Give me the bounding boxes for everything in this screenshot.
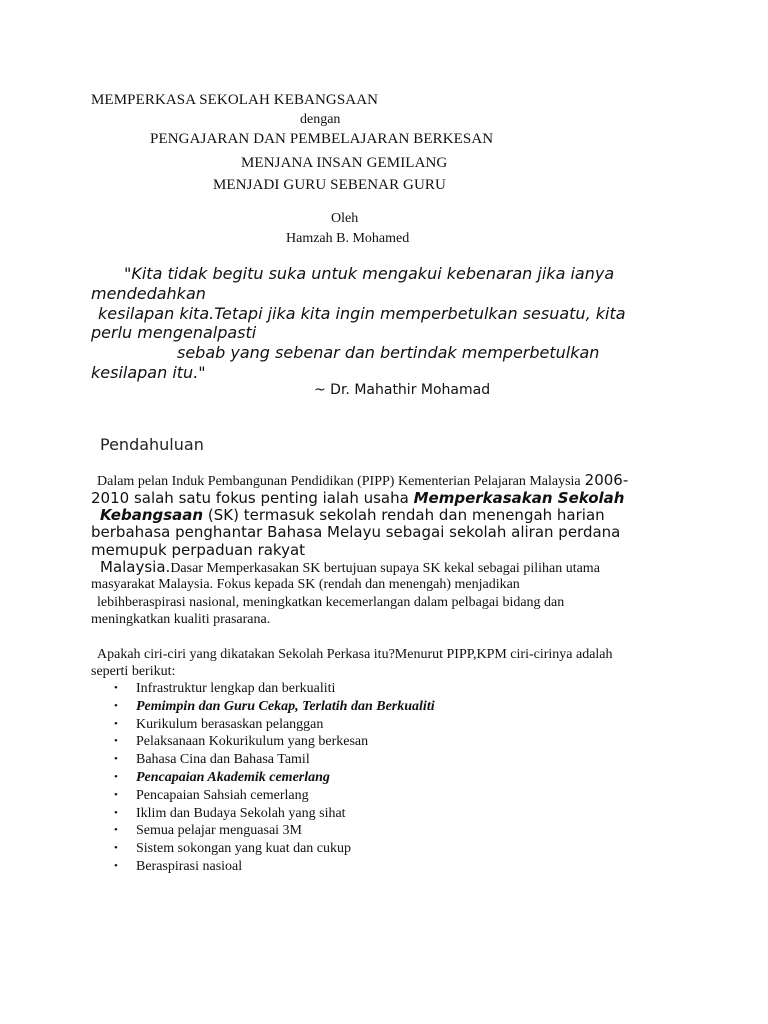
quote-attribution: ~ Dr. Mahathir Mohamad	[314, 382, 491, 398]
quote-line-2: mendedahkan	[91, 284, 206, 303]
list-item-text: Pelaksanaan Kokurikulum yang berkesan	[136, 734, 369, 750]
quote-line-4: perlu mengenalpasti	[91, 323, 257, 342]
list-item	[112, 840, 435, 858]
para1-line-3	[100, 506, 605, 524]
quote-line-5: sebab yang sebenar dan bertindak memperbetulkan	[177, 343, 600, 362]
list-item	[112, 858, 435, 876]
quote-open-mark: "	[124, 264, 132, 283]
para1-line-4: berbahasa penghantar Bahasa Melayu sebagai sekolah aliran perdana	[91, 523, 621, 541]
author-name: Hamzah B. Mohamed	[286, 231, 410, 246]
list-item	[112, 805, 435, 823]
title-line-4: MENJANA INSAN GEMILANG	[241, 155, 448, 171]
para2-line-1: Apakah ciri-ciri yang dikatakan Sekolah Perkasa itu?Menurut PIPP,KPM ciri-cirinya adalah	[97, 647, 613, 662]
para1-line-3-text: (SK) termasuk sekolah rendah dan menengah harian	[203, 506, 605, 524]
para1-line-2	[91, 489, 624, 507]
bullet-icon: •	[114, 699, 118, 712]
bullet-icon: •	[114, 842, 118, 855]
bullet-icon: •	[114, 753, 118, 766]
list-item-text: Bahasa Cina dan Bahasa Tamil	[136, 752, 310, 768]
list-item	[112, 787, 435, 805]
section-heading: Pendahuluan	[100, 435, 204, 454]
para1-line-1	[97, 471, 628, 490]
list-item	[112, 733, 435, 751]
list-item-text: Beraspirasi nasioal	[136, 858, 243, 874]
quote-line-1	[124, 264, 614, 284]
bullet-icon: •	[114, 788, 118, 801]
para1-line-6-lead: Malaysia.	[100, 558, 171, 576]
para1-line-6-text: Dasar Memperkasakan SK bertujuan supaya SK kekal sebagai pilihan utama	[170, 561, 600, 576]
list-item-text: Kurikulum berasaskan pelanggan	[136, 716, 324, 732]
list-item	[112, 680, 435, 698]
para2-line-2: seperti berikut:	[91, 664, 176, 679]
para1-line-1-year: 2006-	[584, 471, 629, 489]
feature-list	[112, 680, 435, 876]
list-item-text: Pencapaian Akademik cemerlang	[136, 769, 330, 785]
bullet-icon: •	[114, 682, 118, 694]
quote-line-3: kesilapan kita.Tetapi jika kita ingin memperbetulkan sesuatu, kita	[98, 304, 626, 323]
para1-line-9: meningkatkan kualiti prasarana.	[91, 612, 271, 627]
list-item-text: Infrastruktur lengkap dan berkualiti	[136, 681, 336, 696]
bullet-icon: •	[114, 770, 118, 783]
title-line-2: dengan	[300, 112, 341, 127]
list-item	[112, 822, 435, 840]
para1-emphasis-1: Memperkasakan Sekolah	[413, 489, 625, 507]
para1-line-2-text: 2010 salah satu fokus penting ialah usaha	[91, 489, 414, 507]
quote-line-6	[91, 363, 206, 383]
quote-text-6: kesilapan itu.	[91, 363, 199, 382]
list-item	[112, 769, 435, 787]
para1-emphasis-2: Kebangsaan	[100, 506, 204, 524]
list-item-text: Sistem sokongan yang kuat dan cukup	[136, 841, 352, 857]
para1-line-7: masyarakat Malaysia. Fokus kepada SK (rendah dan menengah) menjadikan	[91, 577, 520, 592]
title-line-3: PENGAJARAN DAN PEMBELAJARAN BERKESAN	[150, 131, 494, 147]
bullet-icon: •	[114, 859, 118, 872]
list-item	[112, 716, 435, 734]
quote-close-mark: "	[198, 363, 206, 382]
bullet-icon: •	[114, 735, 118, 748]
para1-line-1-text: Dalam pelan Induk Pembangunan Pendidikan (PIPP) Kementerian Pelajaran Malaysia	[97, 474, 581, 489]
list-item-text: Pemimpin dan Guru Cekap, Terlatih dan Berkualiti	[136, 698, 435, 714]
para1-line-6	[100, 558, 600, 577]
bullet-icon: •	[114, 806, 118, 819]
title-line-1: MEMPERKASA SEKOLAH KEBANGSAAN	[91, 92, 379, 108]
by-label: Oleh	[331, 211, 359, 226]
quote-text-1: Kita tidak begitu suka untuk mengakui kebenaran jika ianya	[131, 264, 615, 283]
list-item-text: Semua pelajar menguasai 3M	[136, 823, 303, 839]
bullet-icon: •	[114, 824, 118, 837]
para1-line-5: memupuk perpaduan rakyat	[91, 541, 306, 559]
list-item-text: Iklim dan Budaya Sekolah yang sihat	[136, 805, 346, 821]
title-line-5: MENJADI GURU SEBENAR GURU	[213, 177, 446, 193]
list-item	[112, 698, 435, 716]
para1-line-8: lebihberaspirasi nasional, meningkatkan kecemerlangan dalam pelbagai bidang dan	[97, 595, 565, 610]
list-item	[112, 751, 435, 769]
list-item-text: Pencapaian Sahsiah cemerlang	[136, 787, 309, 803]
bullet-icon: •	[114, 717, 118, 730]
